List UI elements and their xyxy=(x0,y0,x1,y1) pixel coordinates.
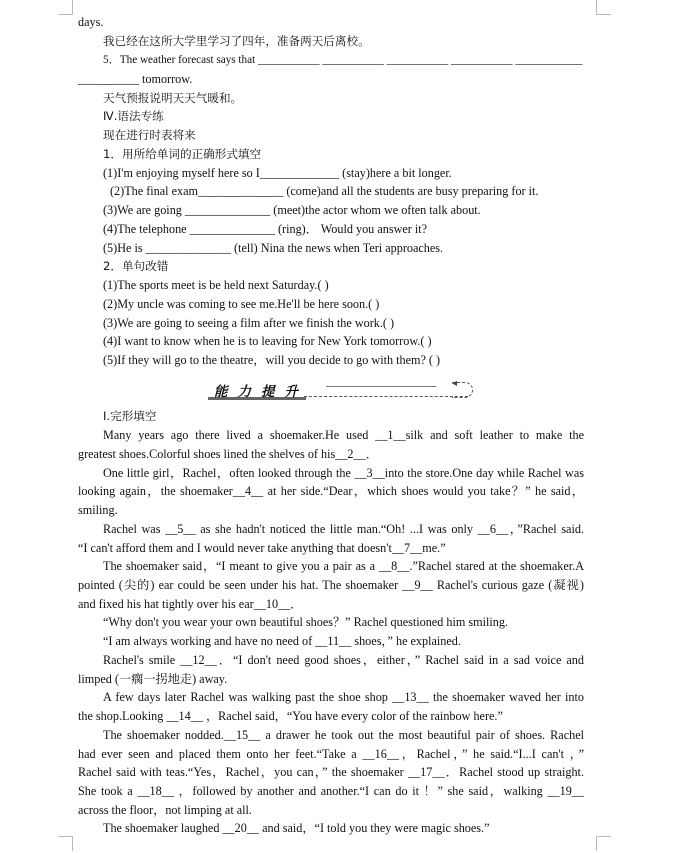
passage-line: The shoemaker nodded.__15__ a drawer he took out the most beautiful pair of shoes. Rachel xyxy=(103,728,584,742)
correction-item: (5)If they will go to the theatre，will you decide to go with them? ( ) xyxy=(103,353,441,367)
passage-line: Many years ago there lived a shoemaker.He used __1__silk and soft leather to make the xyxy=(103,428,584,442)
correction-item: (4)I want to know when he is to leaving for New York tomorrow.( ) xyxy=(103,334,432,348)
exercise-item: (5)He is ______________ (tell) Nina the news when Teri approaches. xyxy=(103,241,444,255)
passage-line: across the floor，not limping at all. xyxy=(78,803,252,817)
exercise-instruction: 2．单句改错 xyxy=(103,259,169,273)
passage-line: The shoemaker laughed __20__ and said，“I told you they were magic shoes.” xyxy=(103,821,490,835)
passage-line: The shoemaker said，“I meant to give you a pair as a __8__.”Rachel stared at the shoemaker.A xyxy=(103,559,584,573)
passage-line: One little girl，Rachel，often looked through the __3__into the store.One day while Rachel was xyxy=(103,466,584,480)
exercise-item: (3)We are going ______________ (meet)the actor whom we often talk about. xyxy=(103,203,481,217)
passage-line: and fixed his hat tightly over his ear__10__． xyxy=(78,597,303,611)
passage-line: looking again，the shoemaker__4__ at her side.“Dear，which shoes would you take？” he said， xyxy=(78,484,584,498)
banner-line xyxy=(326,386,436,387)
passage-line: “Why don't you wear your own beautiful shoes？” Rachel questioned him smiling. xyxy=(103,615,508,629)
exercise-line: 5．The weather forecast says that ___________ ___________ ___________ ___________ ____________ xyxy=(103,54,583,66)
subsection-heading: 现在进行时表将来 xyxy=(103,128,196,142)
passage-line: pointed (尖的) ear could be seen under his hat. The shoemaker __9__ Rachel's curious gaze (凝视) xyxy=(78,578,584,592)
exercise-instruction: 1．用所给单词的正确形式填空 xyxy=(103,147,262,161)
crop-mark-top-left xyxy=(58,0,73,15)
arrow-left-icon: ◂ xyxy=(452,378,458,389)
text-line: days. xyxy=(78,15,104,29)
passage-line: the shop.Looking __14__ ，Rachel said，“You have every color of the rainbow here.” xyxy=(78,709,503,723)
passage-line: limped (一瘸一拐地走) away. xyxy=(78,672,228,686)
banner-dashed-line xyxy=(304,396,468,397)
crop-mark-bottom-right xyxy=(596,836,611,851)
exercise-item: (2)The final exam______________ (come)and all the students are busy preparing for it. xyxy=(110,184,539,198)
section-banner xyxy=(208,378,478,402)
exercise-line: __________ tomorrow. xyxy=(78,72,193,86)
correction-item: (1)The sports meet is be held next Saturday.( ) xyxy=(103,278,329,292)
exercise-item: (4)The telephone ______________ (ring)． Would you answer it? xyxy=(103,222,428,236)
passage-line: Rachel was __5__ as she hadn't noticed the little man.“Oh! ...I was only __6__，”Rachel said. xyxy=(103,522,584,536)
passage-line: greatest shoes.Colorful shoes lined the shelves of his__2__． xyxy=(78,447,378,461)
crop-mark-top-right xyxy=(596,0,611,15)
passage-line: “I can't afford them and I would never take anything that doesn't__7__me.” xyxy=(78,541,446,555)
section-heading: Ⅰ.完形填空 xyxy=(103,409,157,423)
translation-line: 我已经在这所大学里学习了四年，准备两天后离校。 xyxy=(103,34,370,48)
passage-line: had ever seen and placed them onto her feet.“Take a __16__，Rachel，” he said.“I...I can't ，” xyxy=(78,747,584,761)
passage-line: “I am always working and have no need of __11__ shoes，” he explained. xyxy=(103,634,461,648)
correction-item: (2)My uncle was coming to see me.He'll be here soon.( ) xyxy=(103,297,380,311)
passage-line: Rachel's smile __12__．“I don't need good shoes，either，” Rachel said in a sad voice and xyxy=(103,653,584,667)
banner-title: 能力提升 xyxy=(214,384,308,400)
crop-mark-bottom-left xyxy=(58,836,73,851)
passage-line: She took a __18__ ，followed by another and another.“I can do it ！” she said，walking __19__ xyxy=(78,784,584,798)
passage-line: Rachel said with teas.“Yes，Rachel，you can，” the shoemaker __17__．Rachel stood up straight. xyxy=(78,765,584,779)
passage-line: A few days later Rachel was walking past the shoe shop __13__ the shoemaker waved her into xyxy=(103,690,584,704)
translation-line: 天气预报说明天天气暖和。 xyxy=(103,91,243,105)
section-heading: Ⅳ.语法专练 xyxy=(103,109,164,123)
passage-line: smiling. xyxy=(78,503,118,517)
exercise-item: (1)I'm enjoying myself here so I_____________ (stay)here a bit longer. xyxy=(103,166,452,180)
correction-item: (3)We are going to seeing a film after we finish the work.( ) xyxy=(103,316,395,330)
